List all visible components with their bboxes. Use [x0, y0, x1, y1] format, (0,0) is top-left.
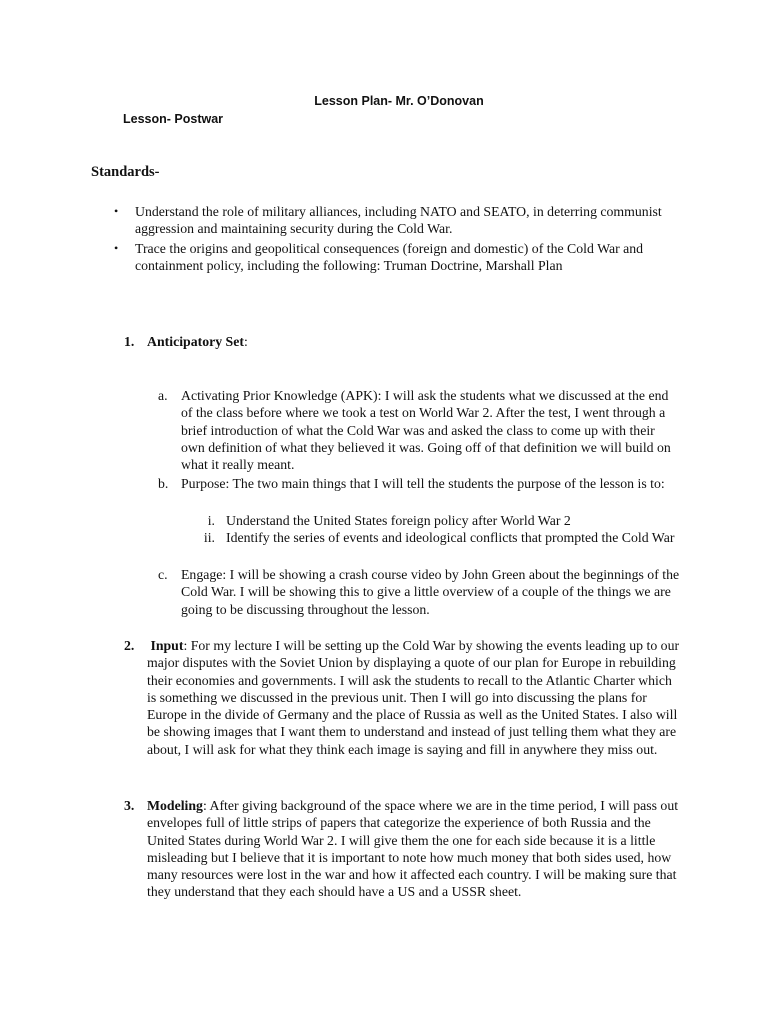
standards-heading: Standards- [91, 164, 160, 180]
section-body [147, 637, 684, 758]
standards-item-text: Understand the role of military alliances, including NATO and SEATO, in deterring communist aggression and maintaining security during the Cold War. [135, 204, 662, 237]
standards-list [0, 203, 675, 276]
subitem-letter: a. [158, 388, 168, 403]
section-input [124, 637, 684, 758]
section-number: 2. [124, 638, 135, 653]
section-modeling [124, 797, 684, 901]
section-title: Input [150, 638, 184, 653]
document-title [0, 93, 768, 110]
section-title: Modeling [147, 798, 203, 813]
bullet-icon: • [114, 240, 119, 255]
section-number: 3. [124, 798, 135, 813]
subitem-letter: c. [158, 567, 168, 582]
subitem-text: Purpose: The two main things that I will tell the students the purpose of the lesson is to: [181, 476, 665, 491]
subitem-text: Engage: I will be showing a crash course video by John Green about the beginnings of the Cold War. I will be showing this to give a little overview of a couple of the things we are going to be discussing throughout the lesson. [181, 567, 680, 617]
purpose-item-number: ii. [203, 530, 215, 545]
section-title: Anticipatory Set [147, 334, 244, 349]
subitem-text: Activating Prior Knowledge (APK): I will ask the students what we discussed at the end of the class before where we took a test on World War 2. After the test, I went through a brief introduction of what the Cold War was and asked the class to come up with their own definition of what they believed it was. Going off of that definition we will build on what it really meant. [181, 388, 671, 473]
standards-item-text: Trace the origins and geopolitical consequences (foreign and domestic) of the Cold War and containment policy, including the following: Truman Doctrine, Marshall Plan [135, 240, 644, 273]
section-heading [147, 333, 684, 350]
lesson-name: Lesson- Postwar [123, 112, 224, 126]
section-text: : After giving background of the space where we are in the time period, I will pass out envelopes full of little strips of papers that categorize the experience of both Russia and the United States during World War 2. I will give them the one for each side because it is a little misleading but I believe that it is important to note how much money that both sides used, how many resources were lost in the war and how it affected each country. I will be making sure that they understand that they each should have a US and a USSR sheet. [147, 798, 679, 900]
standards-item [0, 203, 675, 238]
section-number: 1. [124, 334, 135, 349]
document-title-text: Lesson Plan- Mr. O’Donovan [314, 94, 484, 108]
purpose-item-text: Understand the United States foreign policy after World War 2 [226, 513, 571, 528]
purpose-item-number: i. [207, 513, 215, 528]
section-body [147, 797, 684, 901]
bullet-icon: • [114, 204, 119, 218]
section-text: : For my lecture I will be setting up the Cold War by showing the events leading up to our major disputes with the Soviet Union by displaying a quote of our plan for Europe in rebuilding their economies and governments. I will ask the students to recall to the Atlantic Charter which is something we discussed in the previous unit. Then I will go into discussing the plans for Europe in the divide of Germany and the place of Russia as well as the United States. I also will be showing images that I want them to understand and instead of just telling them what they are about, I will ask for what they think each image is saying and fill in anywhere they miss out. [147, 638, 680, 757]
section-title-suffix: : [243, 334, 248, 349]
standards-item [0, 240, 675, 275]
section-anticipatory-set [124, 333, 684, 350]
subitem-letter: b. [158, 476, 169, 491]
purpose-item-text: Identify the series of events and ideological conflicts that prompted the Cold War [226, 530, 675, 545]
